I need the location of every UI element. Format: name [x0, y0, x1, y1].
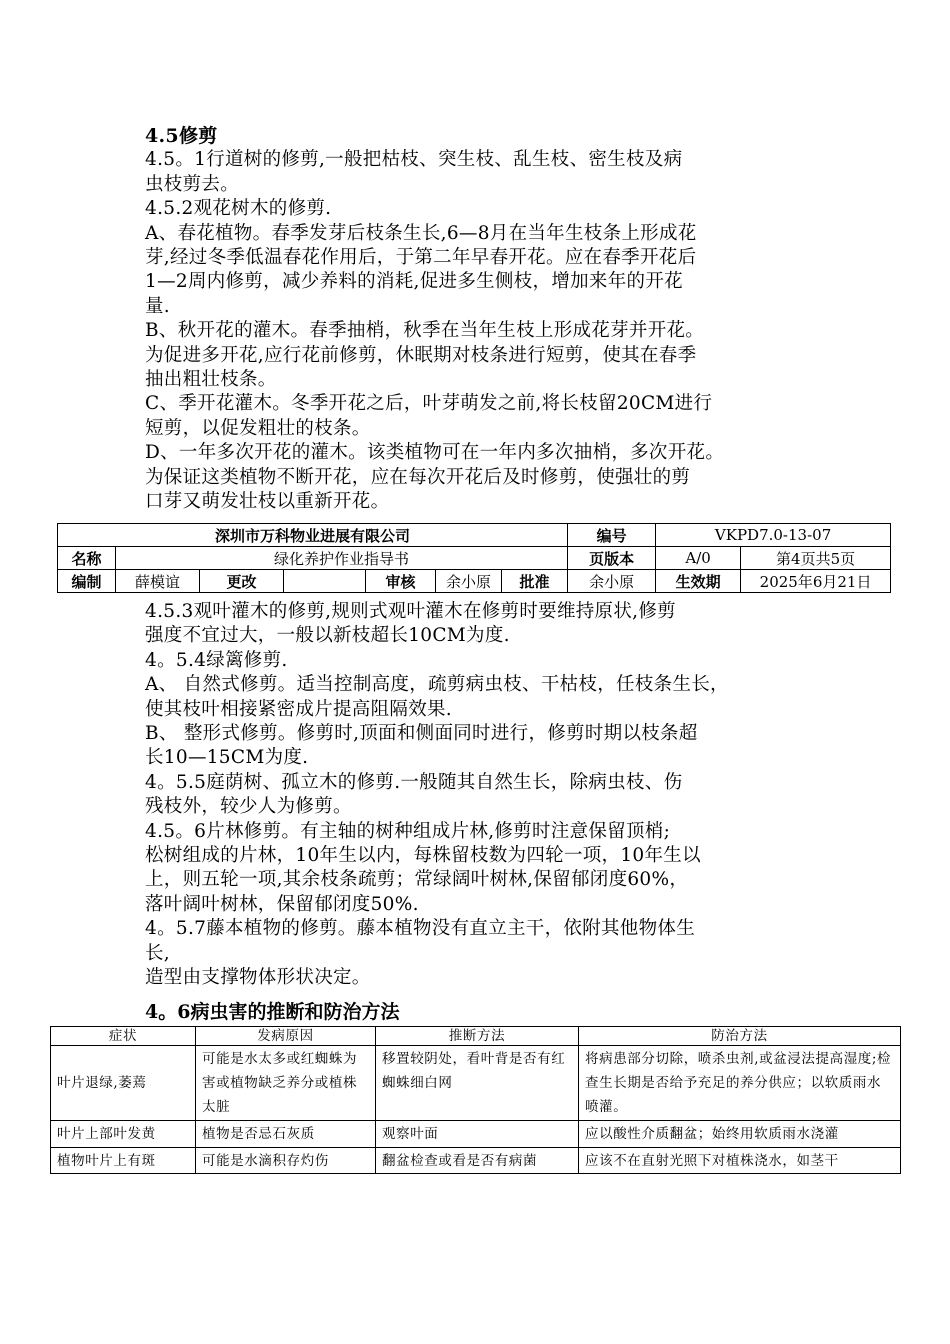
effective-label: 生效期 [656, 570, 741, 593]
paragraph-line: 1—2周内修剪，减少养料的消耗,促进多生侧枝，增加来年的开花 [145, 271, 683, 293]
paragraph-line: 4.5。1行道树的修剪,一般把枯枝、突生枝、乱生枝、密生枝及病 [145, 149, 683, 171]
column-header: 症状 [51, 1027, 196, 1046]
pest-section-heading: 4。6病虫害的推断和防治方法 [145, 1001, 400, 1023]
diagnosis-cell: 移置较阴处，看叶背是否有红蜘蛛细白网 [376, 1046, 579, 1121]
paragraph-line: B、秋开花的灌木。春季抽梢，秋季在当年生枝上形成花芽并开花。 [145, 320, 705, 342]
treatment-cell: 应以酸性介质翻盆；始终用软质雨水浇灌 [579, 1121, 901, 1148]
code-value: VKPD7.0-13-07 [656, 524, 891, 547]
paragraph-line: C、季开花灌木。冬季开花之后，叶芽萌发之前,将长枝留20CM进行 [145, 393, 713, 415]
paragraph-line: 口芽又萌发壮枝以重新开花。 [145, 491, 390, 513]
paragraph-line: 为促进多开花,应行花前修剪，休眠期对枝条进行短剪，使其在春季 [145, 344, 697, 366]
paragraph-line: 4.5.2观花树木的修剪. [145, 198, 332, 220]
paragraph-line: B、 整形式修剪。修剪时,顶面和侧面同时进行，修剪时期以枝条超 [145, 723, 698, 745]
paragraph-line: 短剪，以促发粗壮的枝条。 [145, 417, 371, 439]
cause-cell: 植物是否忌石灰质 [196, 1121, 376, 1148]
paragraph-line: 芽,经过冬季低温春花作用后，于第二年早春开花。应在春季开花后 [145, 247, 697, 269]
table-row [51, 1121, 901, 1148]
treatment-cell: 将病患部分切除，喷杀虫剂,或盆浸法提高湿度;检查生长期是否给予充足的养分供应；以软质雨水喷灌。 [579, 1046, 901, 1121]
paragraph-line: A、春花植物。春季发芽后枝条生长,6—8月在当年生枝条上形成花 [145, 222, 697, 244]
paragraph-line: 强度不宜过大，一般以新枝超长10CM为度. [145, 625, 510, 647]
column-header: 防治方法 [579, 1027, 901, 1046]
paragraph-line: 4.5.3观叶灌木的修剪,规则式观叶灌木在修剪时要维持原状,修剪 [145, 601, 676, 622]
paragraph-line: 长, [145, 942, 170, 964]
symptom-cell: 叶片上部叶发黄 [51, 1121, 196, 1148]
version-value: A/0 [656, 547, 741, 570]
paragraph-line: 残枝外，较少人为修剪。 [145, 796, 352, 818]
name-value: 绿化养护作业指导书 [116, 547, 568, 570]
change-label: 更改 [200, 570, 284, 593]
approve-label: 批准 [502, 570, 568, 593]
change-value [284, 570, 366, 593]
approve-value: 余小原 [568, 570, 656, 593]
page-info: 第4页共5页 [741, 547, 891, 570]
paragraph-line: 为保证这类植物不断开花，应在每次开花后及时修剪，使强壮的剪 [145, 466, 691, 488]
paragraph-line: 量. [145, 295, 170, 317]
code-label: 编号 [568, 524, 656, 547]
paragraph-line: D、一年多次开花的灌木。该类植物可在一年内多次抽梢，多次开花。 [145, 442, 725, 464]
treatment-cell: 应该不在直射光照下对植株浇水，如茎干 [585, 1153, 839, 1169]
cause-cell: 可能是水太多或红蜘蛛为害或植物缺乏养分或植株太脏 [196, 1046, 376, 1121]
pest-table-header [51, 1027, 901, 1046]
author-label: 编制 [58, 570, 116, 593]
paragraph-line: 上，则五轮一项,其余枝条疏剪；常绿阔叶树林,保留郁闭度60%， [145, 869, 689, 891]
table-row [51, 1046, 901, 1121]
cause-cell: 可能是水滴积存灼伤 [202, 1153, 329, 1169]
paragraph-line: 抽出粗壮枝条。 [145, 369, 277, 391]
author-value: 薛模谊 [116, 570, 200, 593]
review-label: 审核 [366, 570, 436, 593]
section-pruning-mid [145, 600, 825, 991]
company-name: 深圳市万科物业进展有限公司 [58, 524, 568, 547]
table-row [51, 1148, 901, 1174]
paragraph-line: 松树组成的片林，10年生以内，每株留枝数为四轮一项，10年生以 [145, 845, 701, 867]
symptom-cell: 叶片退绿,萎蔫 [51, 1046, 196, 1121]
diagnosis-cell: 翻盆检查或看是否有病菌 [382, 1153, 538, 1169]
paragraph-line: 长10—15CM为度. [145, 747, 309, 769]
version-label: 页版本 [568, 547, 656, 570]
paragraph-line: 虫枝剪去。 [145, 173, 240, 195]
diagnosis-cell: 观察叶面 [376, 1121, 579, 1148]
paragraph-line: A、 自然式修剪。适当控制高度，疏剪病虫枝、干枯枝，任枝条生长， [145, 674, 729, 696]
section-heading: 4.5修剪 [145, 125, 218, 147]
paragraph-line: 4。5.7藤本植物的修剪。藤本植物没有直立主干，依附其他物体生 [145, 918, 695, 940]
column-header: 发病原因 [196, 1027, 376, 1046]
paragraph-line: 4。5.5庭荫树、孤立木的修剪.一般随其自然生长，除病虫枝、伤 [145, 771, 683, 793]
effective-value: 2025年6月21日 [741, 570, 891, 593]
name-label: 名称 [58, 547, 116, 570]
paragraph-line: 4.5。6片林修剪。有主轴的树种组成片林,修剪时注意保留顶梢; [145, 820, 671, 842]
pest-table [50, 1026, 901, 1174]
paragraph-line: 4。5.4绿篱修剪. [145, 649, 288, 671]
paragraph-line: 使其枝叶相接紧密成片提高阻隔效果. [145, 698, 452, 720]
review-value: 余小原 [436, 570, 502, 593]
column-header: 推断方法 [376, 1027, 579, 1046]
section-pruning-top [145, 124, 825, 515]
paragraph-line: 造型由支撑物体形状决定。 [145, 967, 371, 989]
symptom-cell: 植物叶片上有斑 [57, 1153, 156, 1169]
document-header-table [57, 523, 891, 593]
paragraph-line: 落叶阔叶树林，保留郁闭度50%. [145, 893, 419, 915]
